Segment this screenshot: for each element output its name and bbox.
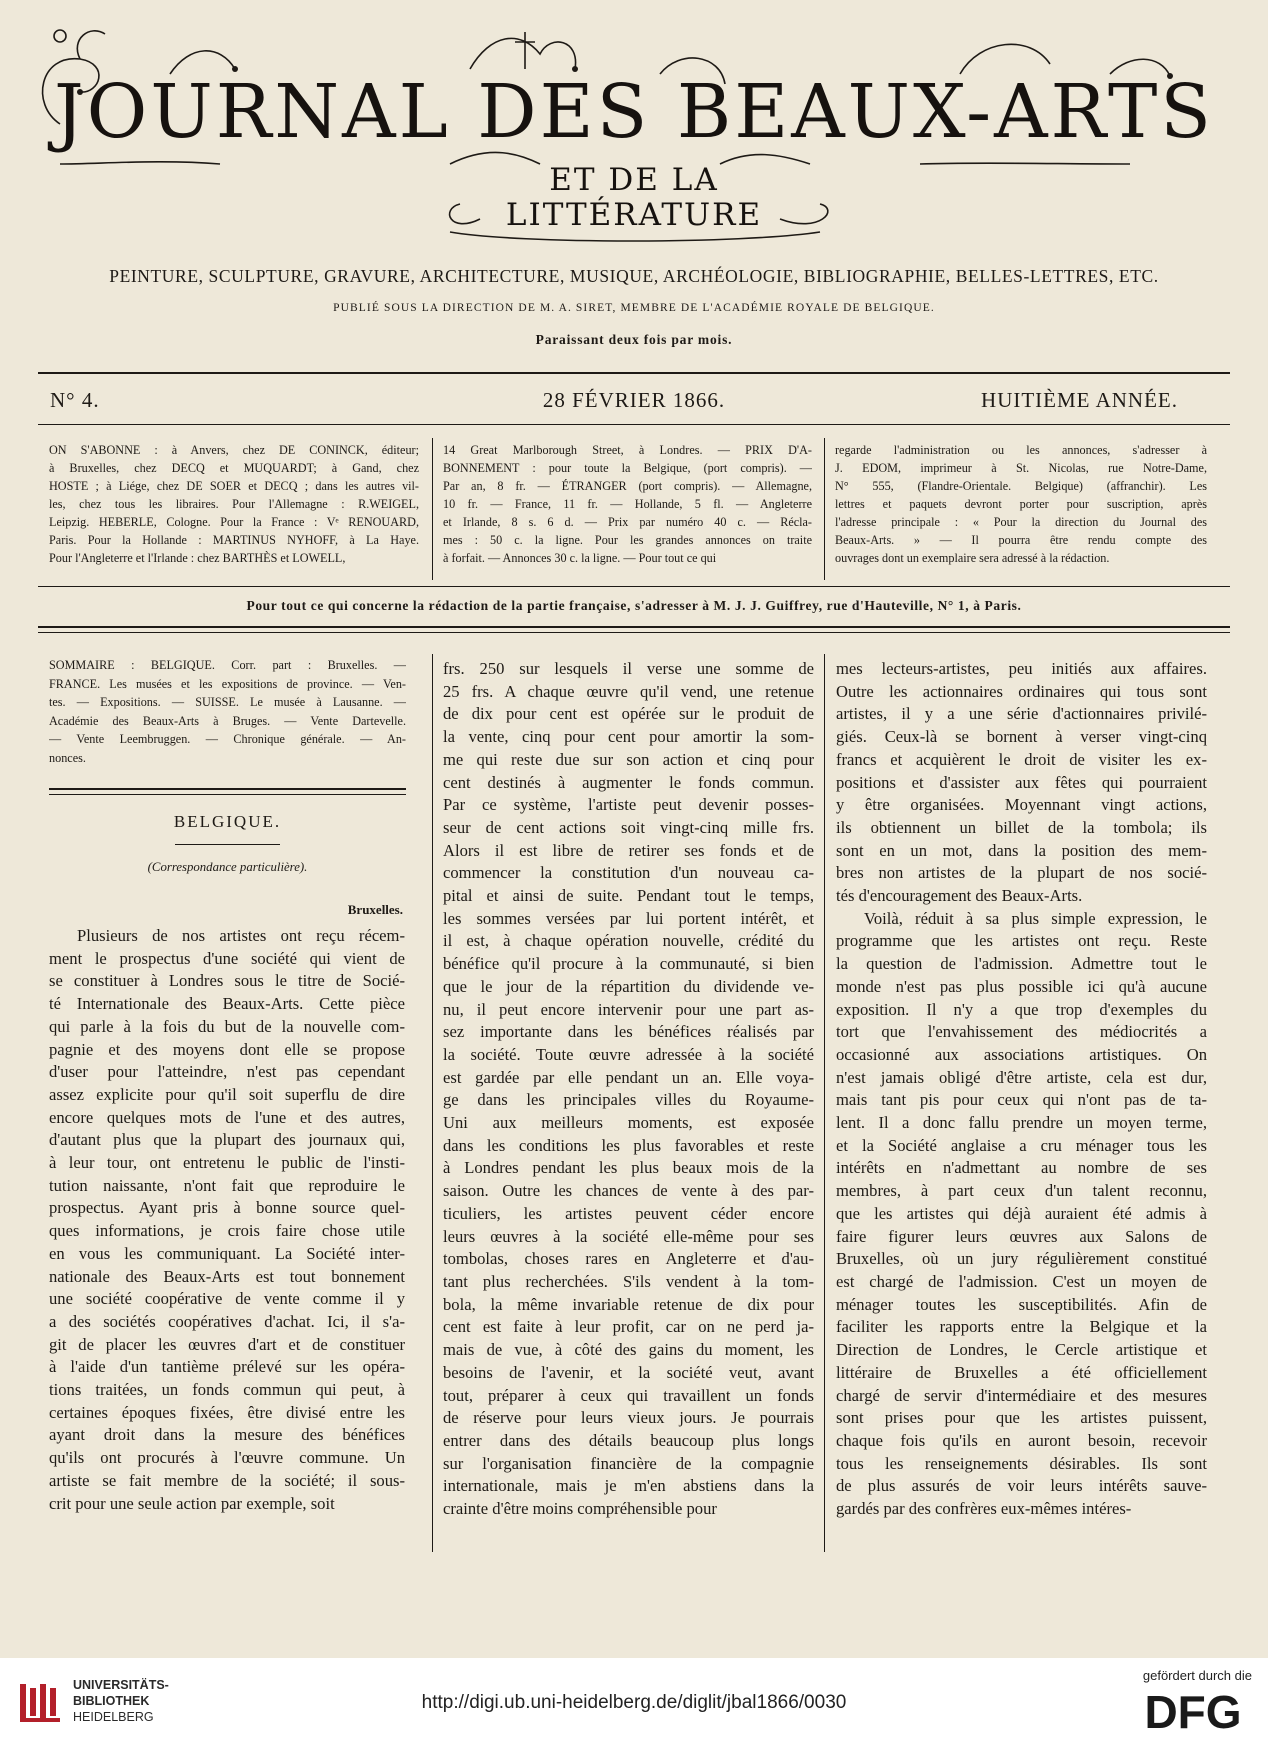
text-line: cent est faite à leur profit, car on ne perd ja-	[443, 1317, 814, 1337]
text-line: y être organisées. Moyennant vingt actions,	[836, 795, 1207, 815]
rule-issue	[38, 424, 1230, 425]
text-line: et Irlande, 8 s. 6 d. — Prix par numéro 40 c. — Récla-	[443, 515, 812, 529]
text-line: prospectus. Ayant pris à bonne source quel-	[49, 1198, 405, 1218]
text-line: bénéfice qu'il procure à la communauté, si bien	[443, 954, 814, 974]
text-line: nu, il peut encore intervenir pour une part as-	[443, 999, 814, 1019]
text-line: pital et ainsi de suite. Pendant tout le temps,	[443, 886, 814, 906]
text-line: giés. Ceux-là se bornent à verser vingt-cinq	[836, 727, 1207, 747]
rule-sommaire-2	[49, 794, 406, 795]
text-line: francs et acquièrent le droit de visiter les ex-	[836, 749, 1207, 769]
text-line: lettres et paquets devront porter pour suscription, après	[835, 497, 1207, 511]
text-line: nonces.	[49, 750, 86, 765]
subscription-divider-2	[824, 438, 825, 580]
text-line: Plusieurs de nos artistes ont reçu récem-	[77, 926, 405, 945]
text-line: git de placer les œuvres d'art et de constituer	[49, 1334, 405, 1354]
body-column-2	[443, 658, 814, 1521]
text-line: intérêts en n'admettant au nombre de ses	[836, 1158, 1207, 1178]
text-line: à Bruxelles, chez DECQ et MUQUARDT; à Gand, chez	[49, 461, 419, 475]
text-line: la vente, cinq pour cent pour amortir la som-	[443, 727, 814, 747]
text-line: ils obtiennent un billet de la tombola; ils	[836, 817, 1207, 837]
text-line: l'adresse principale : « Pour la direction du Journal des	[835, 515, 1207, 529]
frequency-line: Paraissant deux fois par mois.	[535, 332, 733, 347]
text-line: Uni aux meilleurs moments, est exposée	[443, 1113, 814, 1133]
text-line: chaque fois qu'ils en auront besoin, recevoir	[836, 1430, 1207, 1450]
text-line: FRANCE. Les musées et les expositions de province. — Ven-	[49, 676, 406, 691]
text-line: bola, la même invariable retenue de dix pour	[443, 1294, 814, 1314]
text-line: J. EDOM, imprimeur à St. Nicolas, rue Notre-Dame,	[835, 461, 1207, 475]
subscription-column-2	[443, 441, 812, 567]
text-line: me qui reste due sur son action et cinq pour	[443, 749, 814, 769]
text-line: il est, à chaque opération nouvelle, crédité du	[443, 931, 814, 951]
issue-year: HUITIÈME ANNÉE.	[981, 388, 1178, 412]
text-line: crainte d'être moins compréhensible pour	[443, 1499, 717, 1519]
journal-title: JOURNAL DES BEAUX-ARTS	[54, 69, 1214, 155]
body-column-3	[836, 658, 1207, 1521]
text-line: Académie des Beaux-Arts à Bruges. — Vente Dartevelle.	[49, 713, 406, 728]
body-column-1	[49, 925, 405, 1515]
text-line: a des sociétés coopératives d'achat. Ici, il s'a-	[49, 1311, 405, 1331]
text-line: tous les renseignements désirables. Ils sont	[836, 1453, 1207, 1473]
text-line: est chargé de l'admission. C'est un moyen de	[836, 1271, 1207, 1291]
text-line: 10 fr. — France, 11 fr. — Hollande, 5 fl. — Angleterre	[443, 497, 812, 511]
text-line: Pour l'Angleterre et l'Irlande : chez BARTHÈS et LOWELL,	[49, 551, 346, 565]
text-line: SOMMAIRE : BELGIQUE. Corr. part : Bruxelles. —	[49, 658, 406, 672]
text-line: cent destinés à augmenter le fonds commun.	[443, 772, 814, 792]
text-line: faire figurer leurs œuvres aux Salons de	[836, 1226, 1207, 1246]
rule-header-bottom-2	[38, 632, 1230, 633]
text-line: tort que l'envahissement des médiocrités a	[836, 1022, 1207, 1042]
text-line: qui parle à la fois du but de la nouvelle com-	[49, 1016, 405, 1036]
text-line: tes. — Expositions. — SUISSE. Le musée à Lausanne. —	[49, 695, 406, 710]
text-line: tions traitées, un fonds commun qui peut, à	[49, 1380, 405, 1400]
text-line: sont en un mot, dans la position des mem-	[836, 840, 1207, 860]
text-line: tés d'encouragement des Beaux-Arts.	[836, 886, 1083, 906]
text-line: la société. Toute œuvre adressée à la société	[443, 1044, 814, 1064]
dfg-logo	[1134, 1688, 1252, 1734]
footer-bar	[0, 1658, 1268, 1750]
text-line: assez explicite pour qu'il soit superflu de dire	[49, 1084, 405, 1104]
journal-subtitle-line1: ET DE LA	[549, 162, 719, 198]
rule-sommaire-1	[49, 788, 406, 790]
text-line: sez importante dans les bénéfices réalisés par	[443, 1022, 814, 1042]
rule-subscription	[38, 586, 1230, 587]
section-title: BELGIQUE.	[173, 812, 282, 831]
text-line: programme que les artistes ont reçu. Reste	[836, 931, 1207, 951]
text-line: ON S'ABONNE : à Anvers, chez DE CONINCK, éditeur;	[49, 443, 419, 457]
text-line: saison. Outre les chances de vente à des par-	[443, 1181, 814, 1201]
text-line: membres, à part ceux d'un talent reconnu,	[836, 1181, 1207, 1201]
text-line: 25 frs. A chaque œuvre qu'il vend, une retenue	[443, 681, 814, 701]
text-line: lent. Il a donc fallu prendre un moyen terme,	[836, 1113, 1207, 1133]
text-line: positions et d'assister aux fêtes qui pourraient	[836, 772, 1207, 792]
text-line: crit pour une seule action par exemple, soit	[49, 1493, 335, 1513]
text-line: sont prises pour que les artistes puissent,	[836, 1408, 1207, 1428]
text-line: Bruxelles, où un jury régulièrement constitué	[836, 1249, 1207, 1269]
text-line: est gardée par elle pendant un an. Elle voya-	[443, 1067, 814, 1087]
text-line: nationale des Beaux-Arts est tout bonnement	[49, 1266, 405, 1286]
text-line: tout, préparer à ceux qui travaillent un fonds	[443, 1385, 814, 1405]
text-line: Par ce système, l'artiste peut devenir posses-	[443, 795, 814, 815]
text-line: que les artistes qui déjà auraient été admis à	[836, 1203, 1207, 1223]
text-line: seur de cent actions soit vingt-cinq mille frs.	[443, 817, 814, 837]
text-line: ques informations, je crois faire chose utile	[49, 1221, 405, 1241]
text-line: pagnie et des moyens dont elle se propose	[49, 1039, 405, 1059]
text-line: té Internationale des Beaux-Arts. Cette pièce	[49, 994, 405, 1014]
text-line: faciliter les rapports entre la Belgique et la	[836, 1317, 1207, 1337]
text-line: et la Société anglaise a cru ménager tous les	[836, 1135, 1207, 1155]
text-line: leurs œuvres à la société elle-même pour ses	[443, 1226, 814, 1246]
text-line: ment le prospectus d'une société qui vient de	[49, 948, 405, 968]
sommaire	[49, 656, 406, 768]
text-line: ouvrages dont un exemplaire sera adressé à la rédaction.	[835, 551, 1110, 565]
text-line: les, chez tous les libraires. Pour l'Allemagne : R.WEIGEL,	[49, 497, 419, 511]
subscription-column-1	[49, 441, 419, 567]
column-divider-1	[432, 654, 433, 1552]
library-name-line2: BIBLIOTHEK	[73, 1694, 150, 1708]
column-divider-2	[824, 654, 825, 1552]
text-line: n'est jamais obligé d'être artiste, cela est dur,	[836, 1067, 1207, 1087]
text-line: Alors il est libre de retirer ses fonds et de	[443, 840, 814, 860]
dateline-city: Bruxelles.	[347, 902, 403, 917]
text-line: Beaux-Arts. » — Il pourra être rendu compte des	[835, 533, 1207, 547]
text-line: ménager toutes les susceptibilités. Afin de	[836, 1294, 1207, 1314]
text-line: commencer la constitution d'un nouveau ca-	[443, 863, 814, 883]
text-line: chargé de servir d'intermédiaire et des mesures	[836, 1385, 1207, 1405]
text-line: la question de l'admission. Admettre tout le	[836, 954, 1207, 974]
redaction-notice: Pour tout ce qui concerne la rédaction de la partie française, s'adresser à M. J. J. Guiffrey, rue d'Hauteville, N° 1, à Paris.	[246, 598, 1022, 613]
text-line: occasionné aux associations artistiques. On	[836, 1044, 1207, 1064]
text-line: tution naissante, n'ont fait que reproduire le	[49, 1175, 405, 1195]
text-line: à Londres pendant les plus beaux mois de la	[443, 1158, 814, 1178]
text-line: qu'ils ont procurés à l'œuvre commune. Un	[49, 1448, 405, 1468]
text-line: ayant droit dans la mesure des bénéfices	[49, 1425, 405, 1445]
masthead	[20, 14, 1248, 254]
text-line: d'user pour l'atteindre, n'est pas cependant	[49, 1062, 405, 1082]
rule-section-title	[175, 844, 280, 845]
text-line: de plus assurés de voir leurs intérêts sauve-	[836, 1476, 1207, 1496]
text-line: encore quelques mots de l'une et des autres,	[49, 1107, 405, 1127]
text-line: gardés par des confrères eux-mêmes intéres-	[836, 1499, 1132, 1519]
funder-text: gefördert durch die	[1142, 1668, 1252, 1683]
rule-header-bottom-1	[38, 626, 1230, 628]
issue-number: N° 4.	[50, 388, 100, 412]
library-name-line1: UNIVERSITÄTS-	[73, 1678, 169, 1692]
text-line: exposition. Il n'y a que trop d'exemples du	[836, 999, 1207, 1019]
text-line: tombolas, choses rares en Angleterre et d'au-	[443, 1249, 814, 1269]
text-line: mes : 50 c. la ligne. Pour les grandes annonces on traite	[443, 533, 812, 547]
text-line: mais de vue, à côté des gains du moment, les	[443, 1340, 814, 1360]
text-line: BONNEMENT : pour toute la Belgique, (port compris). —	[443, 461, 812, 475]
text-line: besoins de l'avenir, et la société veut, avant	[443, 1362, 814, 1382]
direction-line: PUBLIÉ SOUS LA DIRECTION DE M. A. SIRET, MEMBRE DE L'ACADÉMIE ROYALE DE BELGIQUE.	[333, 302, 935, 314]
text-line: Par an, 8 fr. — ÉTRANGER (port compris). — Allemagne,	[443, 479, 812, 493]
text-line: HOSTE ; à Liége, chez DE SOER et DECQ ; dans les autres vil-	[49, 479, 419, 493]
text-line: monde n'est pas plus possible ici qu'à aucune	[836, 976, 1207, 996]
text-line: mais tant pis pour ceux qui n'ont pas de ta-	[836, 1090, 1207, 1110]
source-url[interactable]: http://digi.ub.uni-heidelberg.de/diglit/jbal1866/0030	[421, 1692, 847, 1713]
subscription-column-3	[835, 441, 1207, 567]
text-line: tant plus recherchées. S'ils vendent à la tom-	[443, 1271, 814, 1291]
text-line: se constituer à Londres sous le titre de Socié-	[49, 971, 405, 991]
text-line: Leipzig. HEBERLE, Cologne. Pour la France : Vᵉ RENOUARD,	[49, 515, 419, 529]
text-line: les sommes versées par lui portent intérêt, et	[443, 908, 814, 928]
library-name-line3: HEIDELBERG	[73, 1710, 154, 1724]
text-line: à l'aide d'un tantième prélevé sur les opéra-	[49, 1357, 405, 1377]
text-line: Direction de Londres, le Cercle artistique et	[836, 1340, 1207, 1360]
text-line: mes lecteurs-artistes, peu initiés aux affaires.	[836, 659, 1207, 678]
text-line: de dix pour cent est opérée sur le produit de	[443, 704, 814, 724]
text-line: de réserve pour leurs vieux jours. Je pourrais	[443, 1408, 814, 1428]
text-line: littéraire de Bruxelles a été officiellement	[836, 1362, 1207, 1382]
text-line: à forfait. — Annonces 30 c. la ligne. — Pour tout ce qui	[443, 551, 717, 565]
text-line: artistes, il y a une série d'actionnaires privilé-	[836, 704, 1207, 724]
text-line: regarde l'administration ou les annonces, s'adresser à	[835, 443, 1207, 457]
correspondence-note: (Correspondance particulière).	[147, 860, 308, 874]
text-line: en vous les communiquant. La Société inter-	[49, 1243, 405, 1263]
topics-line: PEINTURE, SCULPTURE, GRAVURE, ARCHITECTURE, MUSIQUE, ARCHÉOLOGIE, BIBLIOGRAPHIE, BELLES-LETTRES, ETC.	[109, 266, 1159, 286]
text-line: artiste se fait membre de la société; il sous-	[49, 1470, 405, 1490]
text-line: Paris. Pour la Hollande : MARTINUS NYHOFF, à La Haye.	[49, 533, 419, 547]
text-line: internationale, mais je m'en abstiens dans la	[443, 1476, 814, 1496]
issue-date: 28 FÉVRIER 1866.	[542, 388, 726, 412]
text-line: N° 555, (Flandre-Orientale. Belgique) (affranchir). Les	[835, 479, 1207, 493]
text-line: — Vente Leembruggen. — Chronique générale. — An-	[49, 732, 406, 747]
text-line: 14 Great Marlborough Street, à Londres. — PRIX D'A-	[443, 443, 812, 457]
text-line: ticuliers, les artistes peuvent céder encore	[443, 1203, 814, 1223]
dfg-logo-text: DFG	[1144, 1688, 1242, 1734]
text-line: ge dans les principales villes du Royaume-	[443, 1090, 814, 1110]
text-line: que le jour de la répartition du dividende ve-	[443, 976, 814, 996]
journal-subtitle-line2: LITTÉRATURE	[505, 197, 763, 233]
text-line: d'autant plus que la plupart des journaux qui,	[49, 1130, 405, 1150]
subscription-divider-1	[432, 438, 433, 580]
text-line: frs. 250 sur lesquels il verse une somme de	[443, 659, 814, 678]
text-line: Outre les actionnaires ordinaires qui tous sont	[836, 681, 1207, 701]
rule-top	[38, 372, 1230, 374]
text-line: entrer dans des détails beaucoup plus longs	[443, 1430, 814, 1450]
text-line: à leur tour, ont entretenu le public de l'insti-	[49, 1153, 405, 1173]
text-line: sur l'organisation financière de la compagnie	[443, 1453, 814, 1473]
text-line: Voilà, réduit à sa plus simple expression, le	[864, 908, 1207, 928]
text-line: certaines époques fixées, être divisé entre les	[49, 1402, 405, 1422]
text-line: dans les conditions les plus favorables et reste	[443, 1135, 814, 1155]
text-line: une société coopérative de vente comme il y	[49, 1289, 405, 1309]
text-line: bres non artistes de la plupart de nos socié-	[836, 863, 1207, 883]
